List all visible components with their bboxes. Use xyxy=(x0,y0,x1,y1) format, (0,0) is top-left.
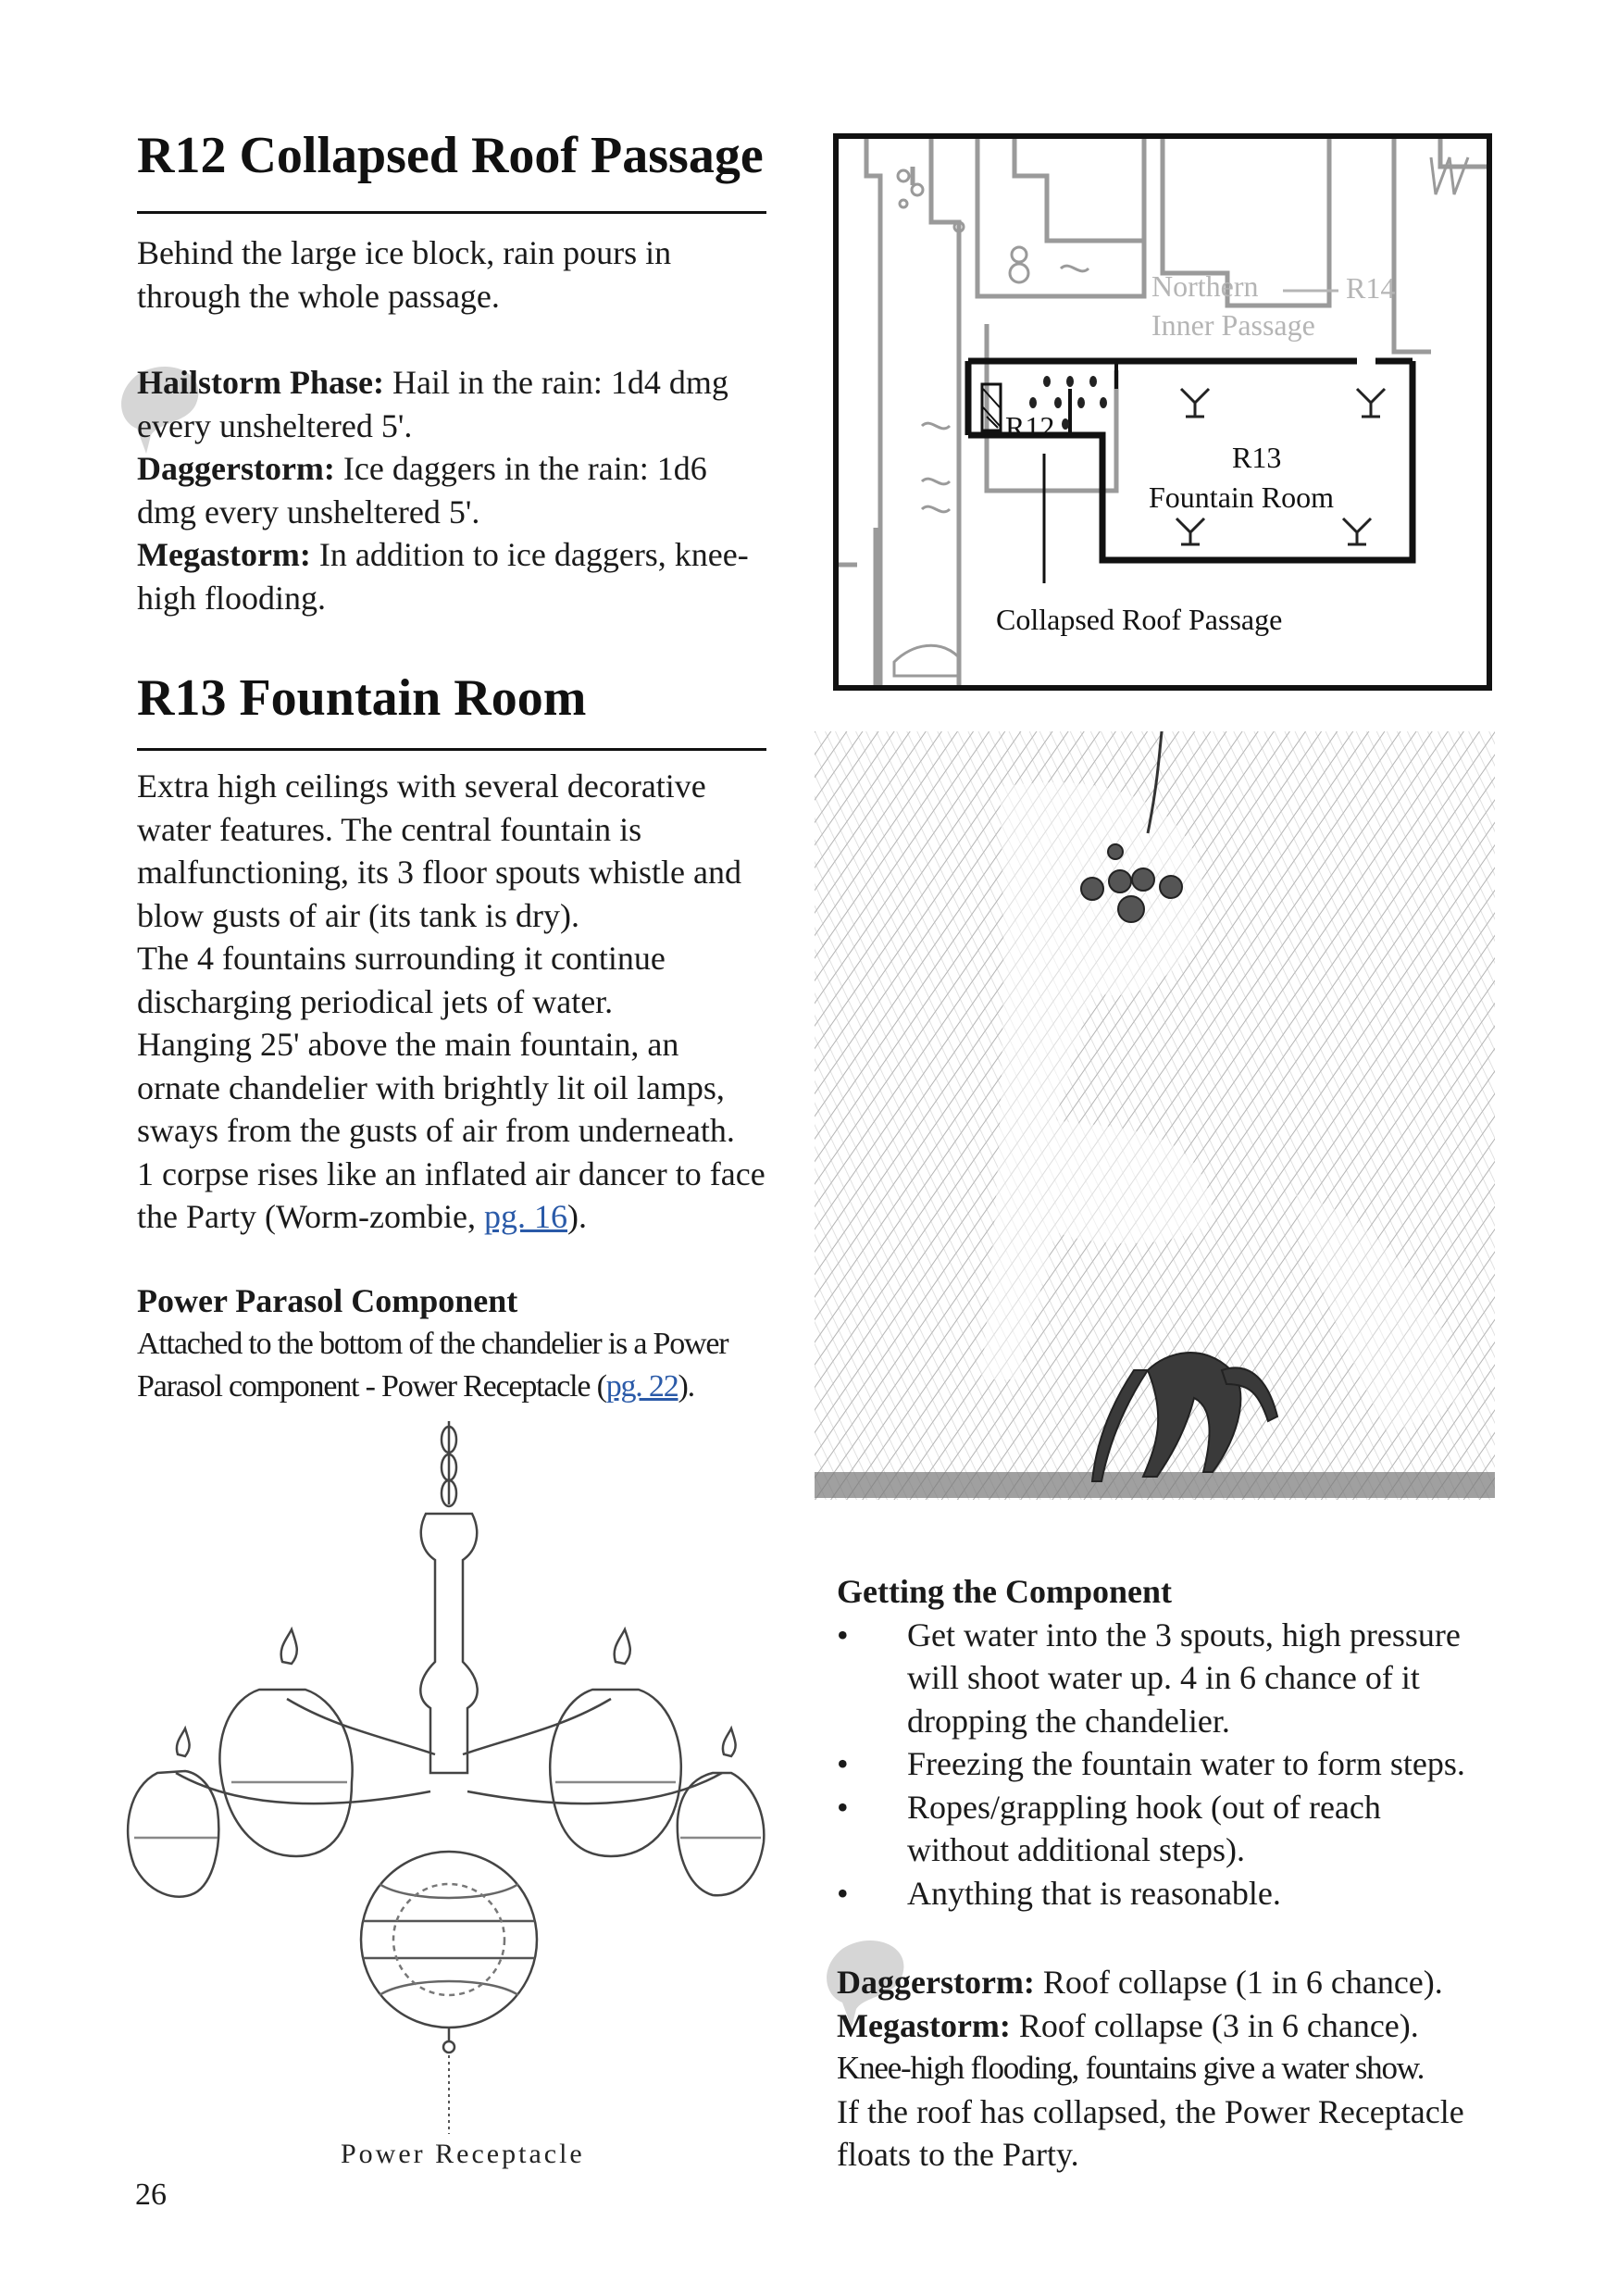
list-item xyxy=(837,1786,1503,1872)
parasol-line-2 xyxy=(137,1366,822,1409)
zombie-illustration xyxy=(815,731,1495,1528)
storm-effects xyxy=(837,1961,1503,2177)
map-label-inner-passage: Inner Passage xyxy=(1151,308,1315,342)
megastorm-effect xyxy=(837,2004,1503,2048)
chandelier-caption: Power Receptacle xyxy=(341,2139,585,2169)
r13-line: ornate chandelier with brightly lit oil lamps, xyxy=(137,1068,725,1106)
list-item-line: Ropes/grappling hook (out of reach xyxy=(907,1788,1381,1826)
page-number: 26 xyxy=(135,2177,167,2212)
list-item-line: without additional steps). xyxy=(907,1831,1245,1868)
map xyxy=(833,133,1492,691)
getting-heading xyxy=(837,1570,1503,1614)
daggerstorm-line-2: dmg every unsheltered 5'. xyxy=(137,493,480,530)
bullet: • xyxy=(837,1745,849,1782)
getting-heading-text: Getting the Component xyxy=(837,1573,1172,1610)
map-drawing xyxy=(839,139,1487,685)
r12-storms xyxy=(137,361,803,619)
hailstorm-text: Hail in the rain: 1d4 dmg xyxy=(383,364,728,401)
daggerstorm-label: Daggerstorm: xyxy=(137,450,335,487)
r13-line: Hanging 25' above the main fountain, an xyxy=(137,1026,679,1063)
getting-section xyxy=(837,1570,1503,1915)
r13-title-rule xyxy=(137,748,766,751)
parasol-heading-text: Power Parasol Component xyxy=(137,1282,518,1319)
r12-title: R12 Collapsed Roof Passage xyxy=(137,127,764,184)
worm-zombie-page-link[interactable]: pg. 16 xyxy=(484,1198,567,1235)
r12-intro-line: through the whole passage. xyxy=(137,277,500,315)
map-label-collapsed-passage: Collapsed Roof Passage xyxy=(996,603,1283,636)
daggerstorm-text: Ice daggers in the rain: 1d6 xyxy=(334,450,707,487)
r13-title: R13 Fountain Room xyxy=(137,669,587,727)
parasol-heading xyxy=(137,1279,822,1323)
megastorm-text: In addition to ice daggers, knee- xyxy=(310,536,749,573)
r13-line: sways from the gusts of air from underneath. xyxy=(137,1112,735,1149)
list-item xyxy=(837,1872,1503,1915)
r13-line: 1 corpse rises like an inflated air dancer to face xyxy=(137,1154,765,1192)
bullet: • xyxy=(837,1788,849,1826)
parasol-line-2-text: Parasol component - Power Receptacle ( xyxy=(137,1369,606,1404)
map-label-fountain-room: Fountain Room xyxy=(1149,480,1335,514)
daggerstorm-effect-text: Roof collapse (1 in 6 chance). xyxy=(1034,1964,1443,2001)
r12-intro-line: Behind the large ice block, rain pours in xyxy=(137,234,672,271)
r12-intro xyxy=(137,231,785,318)
r13-line: discharging periodical jets of water. xyxy=(137,982,614,1020)
r13-line: water features. The central fountain is xyxy=(137,810,642,848)
daggerstorm-effect-label: Daggerstorm: xyxy=(837,1964,1035,2001)
megastorm-label: Megastorm: xyxy=(137,536,311,573)
bullet: • xyxy=(837,1874,849,1912)
r13-last-line-end: ). xyxy=(567,1198,587,1235)
megastorm-effect-label: Megastorm: xyxy=(837,2006,1011,2044)
list-item-line: Get water into the 3 spouts, high pressure xyxy=(907,1616,1461,1653)
list-item-line: will shoot water up. 4 in 6 chance of it xyxy=(907,1659,1420,1696)
list-item xyxy=(837,1614,1503,1743)
r13-line: malfunctioning, its 3 floor spouts whistle and xyxy=(137,854,741,891)
r13-line: blow gusts of air (its tank is dry). xyxy=(137,896,579,934)
chandelier-illustration xyxy=(102,1421,796,2162)
parasol-line-2-end: ). xyxy=(678,1369,694,1404)
r13-body xyxy=(137,765,803,1239)
map-label-r12: R12 xyxy=(1005,410,1055,443)
megastorm-effect-text: Roof collapse (3 in 6 chance). xyxy=(1010,2006,1419,2044)
list-item xyxy=(837,1742,1503,1786)
parasol-section xyxy=(137,1279,822,1409)
megastorm-line xyxy=(137,533,803,577)
bullet: • xyxy=(837,1616,849,1653)
power-receptacle-page-link[interactable]: pg. 22 xyxy=(605,1369,678,1404)
r12-title-rule xyxy=(137,211,766,214)
storm-effect-line: Knee-high flooding, fountains give a water show. xyxy=(837,2050,1425,2086)
hailstorm-line-2: every unsheltered 5'. xyxy=(137,406,413,444)
map-label-northern: Northern xyxy=(1151,269,1259,303)
map-label-r14: R14 xyxy=(1346,271,1396,305)
storm-effect-line: If the roof has collapsed, the Power Receptacle xyxy=(837,2092,1464,2130)
hailstorm-line xyxy=(137,361,803,405)
daggerstorm-effect xyxy=(837,1961,1503,2004)
r13-last-line xyxy=(137,1195,803,1239)
r13-last-line-text: the Party (Worm-zombie, xyxy=(137,1198,484,1235)
hailstorm-label: Hailstorm Phase: xyxy=(137,364,384,401)
list-item-line: Anything that is reasonable. xyxy=(907,1874,1281,1912)
parasol-line-1: Attached to the bottom of the chandelier is a Power xyxy=(137,1326,728,1361)
daggerstorm-line xyxy=(137,447,803,491)
map-label-r13: R13 xyxy=(1232,441,1282,474)
list-item-line: dropping the chandelier. xyxy=(907,1702,1230,1740)
list-item-line: Freezing the fountain water to form steps. xyxy=(907,1745,1465,1782)
storm-effect-line: floats to the Party. xyxy=(837,2136,1079,2173)
r13-line: Extra high ceilings with several decorative xyxy=(137,767,706,805)
r13-line: The 4 fountains surrounding it continue xyxy=(137,940,666,977)
megastorm-line-2: high flooding. xyxy=(137,579,326,617)
